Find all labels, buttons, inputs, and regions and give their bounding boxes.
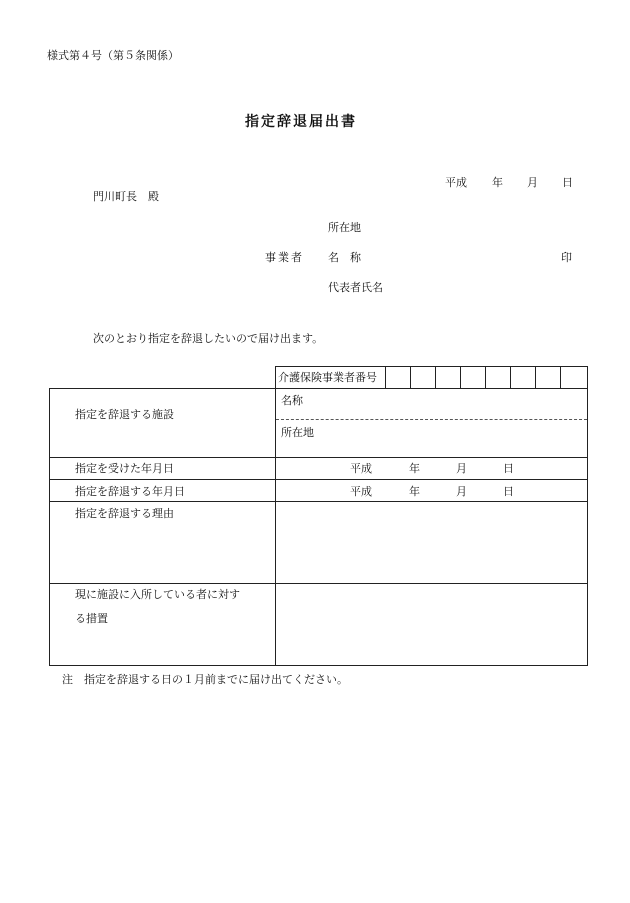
intro-text: 次のとおり指定を辞退したいので届け出ます。 [93, 332, 324, 345]
applicant-rep-label: 代表者氏名 [328, 281, 383, 294]
table-border [485, 366, 486, 389]
table-border [49, 388, 588, 389]
designated-date-month: 月 [456, 462, 467, 475]
seal-mark: 印 [561, 251, 572, 264]
table-border [49, 501, 588, 502]
table-border [560, 366, 561, 389]
date-month: 月 [527, 176, 538, 189]
facility-address-label: 所在地 [281, 426, 314, 439]
table-border [49, 479, 588, 480]
reason-label: 指定を辞退する理由 [75, 507, 174, 520]
withdraw-date-month: 月 [456, 485, 467, 498]
withdraw-date-label: 指定を辞退する年月日 [75, 485, 185, 498]
table-border [275, 388, 276, 666]
table-border [460, 366, 461, 389]
table-border [385, 366, 386, 389]
applicant-section-label: 事業者 [265, 251, 304, 264]
measures-label-line2: る措置 [75, 612, 108, 625]
date-year: 年 [492, 176, 503, 189]
designated-date-day: 日 [503, 462, 514, 475]
table-border [587, 366, 588, 666]
table-border [275, 366, 588, 367]
withdraw-date-year: 年 [409, 485, 420, 498]
facility-name-label: 名称 [281, 394, 303, 407]
withdraw-date-day: 日 [503, 485, 514, 498]
applicant-name-label: 名 称 [328, 251, 361, 264]
measures-label-line1: 現に施設に入所している者に対す [75, 588, 240, 601]
table-border [49, 665, 588, 666]
dashed-divider [276, 419, 587, 420]
footnote: 注 指定を辞退する日の１月前までに届け出てください。 [62, 673, 348, 686]
insurance-number-label: 介護保険事業者番号 [278, 371, 377, 384]
withdraw-date-era: 平成 [350, 485, 372, 498]
table-border [49, 388, 50, 666]
table-border [275, 366, 276, 389]
table-border [510, 366, 511, 389]
form-number: 様式第４号（第５条関係） [47, 49, 179, 62]
table-border [49, 583, 588, 584]
table-border [49, 457, 588, 458]
designated-date-label: 指定を受けた年月日 [75, 462, 174, 475]
date-day: 日 [562, 176, 573, 189]
facility-label: 指定を辞退する施設 [75, 408, 174, 421]
designated-date-year: 年 [409, 462, 420, 475]
table-border [410, 366, 411, 389]
table-border [535, 366, 536, 389]
designated-date-era: 平成 [350, 462, 372, 475]
date-era: 平成 [445, 176, 467, 189]
page-title: 指定辞退届出書 [245, 114, 357, 130]
table-border [435, 366, 436, 389]
applicant-address-label: 所在地 [328, 221, 361, 234]
addressee: 門川町長 殿 [93, 190, 159, 203]
